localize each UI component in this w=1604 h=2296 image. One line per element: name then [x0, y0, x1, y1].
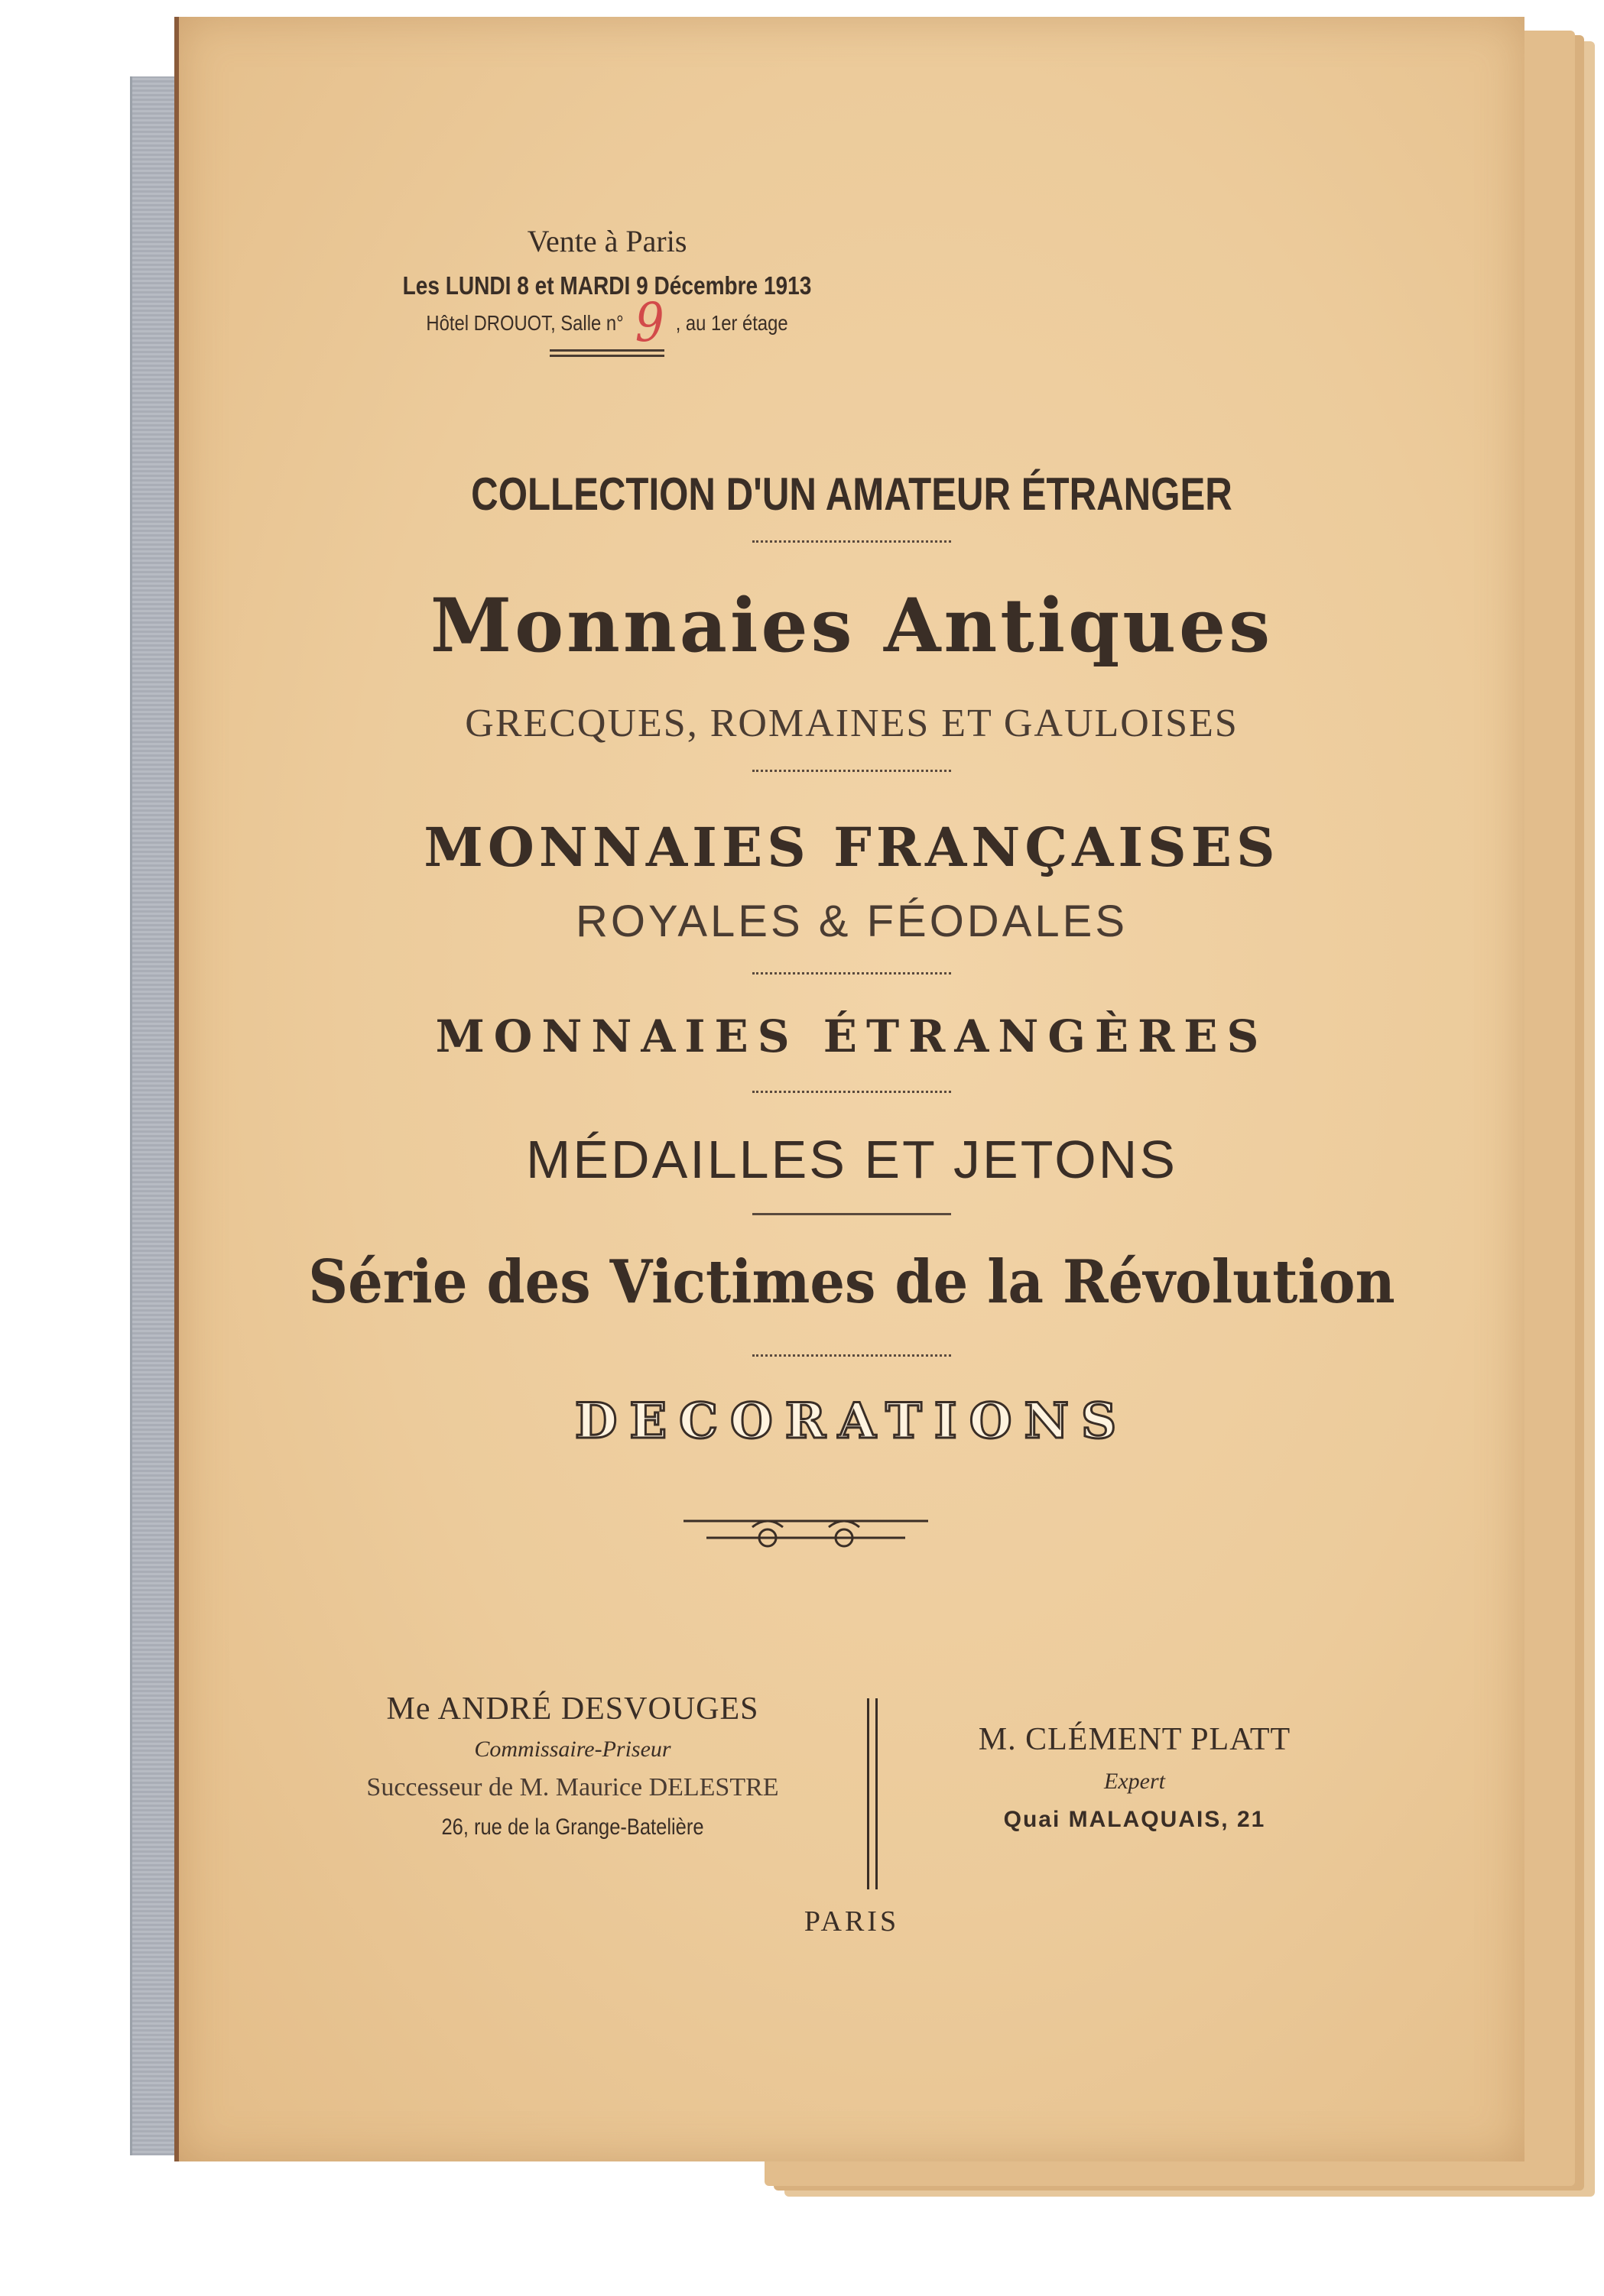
- francaises-subtitle: ROYALES & FÉODALES: [575, 897, 1128, 946]
- room-number-handwritten: 9: [635, 291, 664, 354]
- antiques-subtitle: GRECQUES, ROMAINES ET GAULOISES: [465, 702, 1239, 745]
- expert-role: Expert: [1104, 1769, 1165, 1794]
- ornament-rule-4: [752, 1091, 951, 1093]
- catalogue-cover: [174, 17, 1524, 2161]
- expert-address: Quai MALAQUAIS, 21: [1003, 1807, 1266, 1832]
- ornament-rule-2: [752, 770, 951, 772]
- sale-header: [317, 223, 898, 357]
- expert-name: M. CLÉMENT PLATT: [978, 1722, 1291, 1757]
- venue-suffix: , au 1er étage: [675, 311, 788, 335]
- serie-title: Série des Victimes de la Révolution: [308, 1247, 1395, 1317]
- auctioneer-name: Me ANDRÉ DESVOUGES: [386, 1691, 759, 1727]
- ornament-rule-5: [752, 1354, 951, 1357]
- medailles-title: MÉDAILLES ET JETONS: [526, 1130, 1177, 1189]
- decorations-title: DECORATIONS: [574, 1393, 1129, 1450]
- sale-venue: [360, 291, 854, 354]
- plain-rule: [752, 1213, 951, 1215]
- etrangeres-title: MONNAIES ÉTRANGÈRES: [435, 1010, 1268, 1062]
- collection-title: COLLECTION D'UN AMATEUR ÉTRANGER: [471, 469, 1232, 520]
- auctioneer-address: 26, rue de la Grange-Batelière: [441, 1814, 704, 1840]
- city-footer: PARIS: [804, 1905, 900, 1938]
- sale-dates: Les LUNDI 8 et MARDI 9 Décembre 1913: [402, 271, 812, 300]
- flourish-ornament: [676, 1507, 936, 1561]
- antiques-title: Monnaies Antiques: [430, 582, 1274, 669]
- ornament-rule-3: [752, 972, 951, 975]
- auctioneer-successor: Successeur de M. Maurice DELESTRE: [366, 1773, 779, 1801]
- auctioneer-block: [301, 1691, 844, 1840]
- sale-place: Vente à Paris: [527, 224, 687, 258]
- auctioneer-role: Commissaire-Priseur: [474, 1737, 671, 1762]
- column-divider: [867, 1698, 878, 1889]
- ornament-rule-1: [752, 540, 951, 543]
- expert-block: [890, 1721, 1379, 1833]
- francaises-title: MONNAIES FRANÇAISES: [424, 816, 1280, 879]
- venue-prefix: Hôtel DROUOT, Salle n°: [426, 311, 624, 335]
